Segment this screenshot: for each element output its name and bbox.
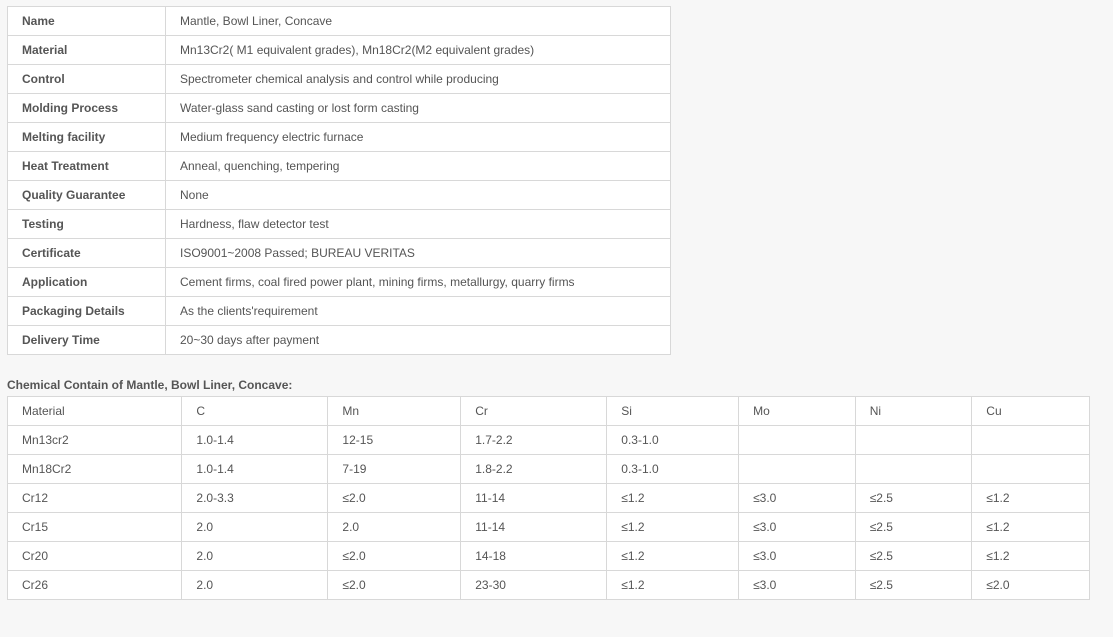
spec-label: Application: [8, 268, 166, 297]
table-cell: ≤1.2: [972, 513, 1090, 542]
chemical-table-title: Chemical Contain of Mantle, Bowl Liner, Concave:: [7, 378, 293, 392]
spec-row-application: [8, 268, 671, 297]
column-header: Cr: [461, 397, 607, 426]
spec-label: Delivery Time: [8, 326, 166, 355]
table-cell: ≤1.2: [607, 513, 739, 542]
spec-label: Testing: [8, 210, 166, 239]
spec-row-name: [8, 7, 671, 36]
column-header: Mo: [739, 397, 856, 426]
table-cell: 0.3-1.0: [607, 455, 739, 484]
spec-value: Mn13Cr2( M1 equivalent grades), Mn18Cr2(M2 equivalent grades): [166, 36, 671, 65]
spec-label: Name: [8, 7, 166, 36]
spec-row-delivery-time: [8, 326, 671, 355]
spec-label: Material: [8, 36, 166, 65]
table-cell: 23-30: [461, 571, 607, 600]
table-cell: [739, 455, 856, 484]
table-cell: Cr12: [8, 484, 182, 513]
column-header: Mn: [328, 397, 461, 426]
spec-value: ISO9001~2008 Passed; BUREAU VERITAS: [166, 239, 671, 268]
table-cell: 1.0-1.4: [182, 455, 328, 484]
table-cell: 12-15: [328, 426, 461, 455]
chemical-composition-table: [7, 396, 1090, 600]
table-cell: ≤2.5: [855, 484, 972, 513]
table-cell: ≤1.2: [607, 484, 739, 513]
spec-value: Cement firms, coal fired power plant, mining firms, metallurgy, quarry firms: [166, 268, 671, 297]
table-cell: ≤2.5: [855, 571, 972, 600]
table-cell: 14-18: [461, 542, 607, 571]
table-cell: [855, 455, 972, 484]
table-cell: 2.0-3.3: [182, 484, 328, 513]
spec-label: Certificate: [8, 239, 166, 268]
table-cell: 2.0: [182, 513, 328, 542]
spec-row-testing: [8, 210, 671, 239]
spec-label: Packaging Details: [8, 297, 166, 326]
table-cell: ≤2.0: [328, 571, 461, 600]
spec-row-molding-process: [8, 94, 671, 123]
table-cell: ≤2.0: [328, 542, 461, 571]
chemical-header-row: [8, 397, 1090, 426]
table-cell: ≤2.5: [855, 513, 972, 542]
column-header: Cu: [972, 397, 1090, 426]
table-cell: 2.0: [182, 542, 328, 571]
spec-value: Mantle, Bowl Liner, Concave: [166, 7, 671, 36]
table-cell: 1.7-2.2: [461, 426, 607, 455]
table-cell: 1.0-1.4: [182, 426, 328, 455]
table-cell: Cr15: [8, 513, 182, 542]
table-cell: ≤1.2: [972, 484, 1090, 513]
spec-label: Heat Treatment: [8, 152, 166, 181]
spec-value: 20~30 days after payment: [166, 326, 671, 355]
chemical-row: [8, 455, 1090, 484]
table-cell: [972, 426, 1090, 455]
column-header: C: [182, 397, 328, 426]
table-cell: [855, 426, 972, 455]
table-cell: Cr20: [8, 542, 182, 571]
chemical-row: [8, 571, 1090, 600]
table-cell: ≤2.0: [972, 571, 1090, 600]
spec-value: Water-glass sand casting or lost form casting: [166, 94, 671, 123]
table-cell: Cr26: [8, 571, 182, 600]
spec-row-material: [8, 36, 671, 65]
table-cell: Mn18Cr2: [8, 455, 182, 484]
table-cell: ≤3.0: [739, 513, 856, 542]
spec-value: Anneal, quenching, tempering: [166, 152, 671, 181]
table-cell: Mn13cr2: [8, 426, 182, 455]
spec-row-packaging-details: [8, 297, 671, 326]
specification-table: [7, 6, 671, 355]
table-cell: ≤1.2: [607, 542, 739, 571]
table-cell: ≤2.5: [855, 542, 972, 571]
chemical-row: [8, 513, 1090, 542]
table-cell: ≤3.0: [739, 484, 856, 513]
chemical-row: [8, 426, 1090, 455]
table-cell: 2.0: [182, 571, 328, 600]
spec-value: Spectrometer chemical analysis and control while producing: [166, 65, 671, 94]
table-cell: 2.0: [328, 513, 461, 542]
spec-row-heat-treatment: [8, 152, 671, 181]
spec-value: As the clients'requirement: [166, 297, 671, 326]
chemical-row: [8, 484, 1090, 513]
table-cell: [972, 455, 1090, 484]
table-cell: ≤1.2: [607, 571, 739, 600]
column-header: Material: [8, 397, 182, 426]
spec-value: Medium frequency electric furnace: [166, 123, 671, 152]
table-cell: 11-14: [461, 513, 607, 542]
table-cell: ≤3.0: [739, 542, 856, 571]
table-cell: 0.3-1.0: [607, 426, 739, 455]
spec-row-certificate: [8, 239, 671, 268]
table-cell: ≤3.0: [739, 571, 856, 600]
spec-value: Hardness, flaw detector test: [166, 210, 671, 239]
table-cell: 11-14: [461, 484, 607, 513]
spec-label: Quality Guarantee: [8, 181, 166, 210]
spec-label: Melting facility: [8, 123, 166, 152]
column-header: Ni: [855, 397, 972, 426]
table-cell: ≤1.2: [972, 542, 1090, 571]
spec-row-quality-guarantee: [8, 181, 671, 210]
table-cell: 7-19: [328, 455, 461, 484]
spec-row-control: [8, 65, 671, 94]
spec-label: Control: [8, 65, 166, 94]
table-cell: [739, 426, 856, 455]
table-cell: 1.8-2.2: [461, 455, 607, 484]
spec-row-melting-facility: [8, 123, 671, 152]
chemical-row: [8, 542, 1090, 571]
table-cell: ≤2.0: [328, 484, 461, 513]
spec-value: None: [166, 181, 671, 210]
column-header: Si: [607, 397, 739, 426]
spec-label: Molding Process: [8, 94, 166, 123]
